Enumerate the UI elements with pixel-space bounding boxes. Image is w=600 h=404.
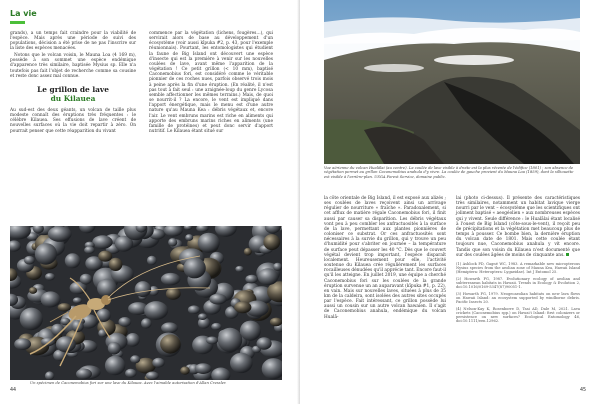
lava-pebble bbox=[45, 371, 54, 380]
lava-pebble bbox=[109, 258, 123, 271]
lava-pebble bbox=[45, 273, 55, 280]
lava-pebble bbox=[245, 275, 257, 284]
right-column-1 bbox=[324, 196, 446, 321]
lava-pebble bbox=[234, 301, 251, 313]
lava-pebble bbox=[230, 353, 253, 373]
lava-pebble bbox=[180, 367, 190, 375]
lava-pebble bbox=[125, 369, 136, 378]
lava-pebble bbox=[146, 372, 159, 380]
lava-pebble bbox=[195, 363, 212, 374]
lava-pebble bbox=[41, 291, 61, 307]
lava-pebble bbox=[188, 305, 200, 314]
cricket-photo-image bbox=[10, 226, 282, 380]
subheading bbox=[10, 85, 136, 103]
lava-pebble bbox=[92, 235, 112, 249]
lava-pebble bbox=[147, 256, 157, 265]
paragraph: Au sud-est des deux géants, un volcan de taille plus modeste connaît des éruptions très fréquentes : le célèbre Kilauea. Ses effusions de lave créent de nouvelles surfaces où la vie doit repartir à zéro. On pourrait penser que cette réapparition du vivant bbox=[10, 107, 136, 134]
lava-pebble bbox=[257, 337, 272, 349]
reference: (3) Howarth FG, 1979. Neogeoaeolian habitats on new lava flows on Hawaii Island: an ecosystem supported by windborne debris. Pacific Insects 20. bbox=[456, 291, 580, 305]
lava-pebble bbox=[270, 318, 282, 327]
photo-caption: Vue aérienne du volcan Hualālai (au centre). La coulée de lave visible à droite est la plus récente de l'édifice (1801) ; son absence de végétation permet au grillon Caconemobius anahula d'y vivre. La coulée de gauche provient du Mauna Loa (1859), dont la silhouette est visible à l'arrière-plan. USGA Forest Service, domaine public. bbox=[324, 166, 574, 179]
lava-pebble bbox=[263, 234, 280, 250]
lava-pebble bbox=[152, 358, 164, 368]
lava-pebble bbox=[185, 234, 193, 241]
left-column-2 bbox=[149, 31, 273, 136]
lava-pebble bbox=[218, 328, 243, 352]
paragraph: la côte orientale de Big Island, il est exposé aux alizés ; ses coulées de laves reçoivent ainsi un arrivage régulier de nourriture « fraîche ». Paradoxalement, si cet afflux de matière régale Caconemobius fori, il finit aussi par causer sa disparition. Les débris végétaux vont peu à peu combler les anfractuosités à la surface de la lave, permettant aux plantes pionnières de coloniser ce substrat. Or ces anfractuosités sont nécessaires à la survie du grillon, qui y trouve un peu d'humidité pour s'abriter en journée – la température de surface peut dépasser les 40 °C. Dès que le couvert végétal devient trop important, l'espèce disparaît localement. Heureusement pour elle, l'activité soutenue du Kilauea crée régulièrement les surfaces rocailleuses dénudées qu'il apprécie tant. Encore faut-il qu'il les atteigne. En juillet 2019, une équipe a cherché Caconemobius fori sur les coulées de la grande éruption survenue un an auparavant (kīpuka #1, p. 22), en vain. Mais sur nouvelles laves, situées à plus de 35 km de la caldeira, sont isolées des autres sites occupés par l'espèce. Fait intéressant, ce grillon possède lui aussi un cousin sur un autre volcan hawaïen. Il s'agit de Caconemobius anahula, endémique du volcan Hualā- bbox=[324, 196, 446, 320]
reference: (4) Nelson-Kay K, Rosenborre D, Tsai AD, Dale M, 2021. Lava crickets (Caconemobius spp.) on Hawai'i Island: first colonizers or persistence on new surfaces? Ecological Entomology 46, doi:10.1111/een.12962. bbox=[456, 306, 580, 324]
lava-pebble bbox=[160, 334, 181, 353]
paragraph: Notons que le volcan voisin, le Mauna Loa (4 169 m), possède à son sommet une espèce endémique d'apparence très similaire, baptisée Mysius sp. Elle n'a toutefois pas fait l'objet de recherche comme sa cousine et reste donc assez mal connue. bbox=[10, 53, 136, 79]
paragraph-text: lai (photo ci-dessus). Il présente des caractéristiques très similaires, notamment un habitat lavique vierge nourri par le vent – écosystème que les scientifiques ont joliment baptisé « aeogéolien » aux nombreuses espèces qui y vivent. Seule différence : le Hualālai étant localisé à l'ouest de Big Island (côte-sous-le-vent), il reçoit peu de précipitations et la végétation met beaucoup plus de temps à pousser. Ce bombe bien, la dernière éruption du volcan date de 1801. Mais cette coulée étant toujours nue, Caconemobius anahula y vit encore. Tandis que son voisin du Kilauea n'est documenté que sur des coulées âgées de moins de cinquante ans. bbox=[456, 196, 580, 258]
photo-caption: Un spécimen de Caconemobius fori sur une lave du Kilauea. Avec l'aimable autorisation d'Allan Cressler. bbox=[30, 381, 227, 385]
paragraph bbox=[456, 196, 580, 258]
left-column-1 bbox=[10, 31, 136, 135]
subheading-line-2: du Kilauea bbox=[50, 93, 96, 103]
right-column-2 bbox=[456, 196, 580, 326]
lava-pebble bbox=[273, 263, 282, 271]
lava-pebble bbox=[76, 369, 92, 380]
aerial-photo-image bbox=[324, 0, 580, 164]
lava-pebble bbox=[119, 317, 132, 327]
lava-pebble bbox=[235, 266, 243, 272]
section-rule bbox=[10, 21, 25, 24]
lava-pebble bbox=[168, 238, 177, 246]
lava-pebble bbox=[58, 303, 72, 311]
lava-pebble bbox=[209, 294, 226, 305]
lava-pebble bbox=[108, 342, 121, 354]
lava-pebble bbox=[73, 297, 82, 303]
lava-pebble bbox=[24, 256, 35, 265]
lava-pebble bbox=[141, 318, 152, 328]
reference: (2) Howarth FG, 1987. Evolutionary ecology of aeolian and subterranean habitats in Hawaii. Trends in Ecology & Evolution 2, doi:10.1016/0169-5347(87)90051-1. bbox=[456, 276, 580, 290]
page-number: 45 bbox=[580, 388, 587, 393]
lava-pebble bbox=[130, 355, 140, 363]
lava-pebble bbox=[240, 321, 261, 341]
lava-pebble bbox=[29, 287, 37, 294]
lava-pebble bbox=[105, 356, 125, 375]
lava-pebble bbox=[65, 253, 81, 268]
subheading-line-1: Le grillon de lave bbox=[37, 84, 109, 94]
reference: (1) Ashlock PD, Gagné WC, 1983. A remarkable new micropterous Nysius species from the aeolian zone of Mauna Kea, Hawaii Island (Hemiptera: Heteroptera: Lygaeidae). Int J Entomol 25. bbox=[456, 261, 580, 275]
lava-pebble bbox=[14, 338, 31, 350]
end-mark-icon bbox=[566, 253, 569, 256]
lava-pebble bbox=[48, 226, 72, 242]
paragraph: commence par la végétation (lichens, fougères…), qui servirait alors de base au développement d'un écosystème (voir aussi kīpuka #2, p. 43, pour l'exemple réunionnais). Pourtant, les entomologistes qui étudient la faune de Big Island ont découvert une espèce d'insecte qui est la première à venir sur les nouvelles coulées de lave, avant même l'apparition de la végétation ! Ce petit grillon (< 10 mm), baptisé Caconemobius fori, est considéré comme le véritable pionnier de ces roches nues, parfois observé trois mois à peine après la fin d'une éruption. (En réalité, il n'est pas tout à fait seul : une araignée-loup du genre Lycosa semble affectionner les mêmes terrains.) Mais, de quoi se nourrit-il ? La encore, le vent est impliqué dans l'apport énergétique, mais le menu est d'une autre nature qu'au Mauna Kea : débris végétaux et, encore l'air. Le vent embruns marins est riche en aliments qui apporte des embruns marins riches en aliments (une famille de protéines) et peut donc servir d'apport nutritif. Le Kilauea étant situé sur bbox=[149, 31, 273, 134]
lava-pebble bbox=[161, 322, 178, 333]
lava-pebble bbox=[198, 313, 207, 320]
aerial-photo bbox=[324, 0, 580, 164]
lava-pebble bbox=[97, 279, 117, 298]
lava-pebble bbox=[80, 274, 92, 285]
lava-pebble bbox=[258, 268, 279, 285]
lava-pebble bbox=[72, 320, 84, 332]
lava-pebble bbox=[183, 258, 205, 279]
lava-pebble bbox=[198, 233, 220, 253]
lava-pebble bbox=[144, 301, 168, 320]
lava-pebble bbox=[135, 281, 151, 297]
lava-pebble bbox=[211, 323, 221, 330]
right-page bbox=[300, 0, 600, 404]
lava-pebble bbox=[206, 337, 218, 345]
lava-pebble bbox=[20, 308, 43, 331]
lava-pebble bbox=[98, 251, 112, 262]
lava-pebble bbox=[166, 288, 181, 300]
page-number: 44 bbox=[10, 388, 17, 393]
cricket-photo bbox=[10, 226, 282, 380]
paragraph: grands), a un temps fait craindre pour la viabilité de l'espèce. Mais après une période de suivi des populations, décision a été prise de ne pas l'inscrire sur la liste des espèces menacées. bbox=[10, 31, 136, 52]
references bbox=[456, 262, 580, 324]
lava-pebble bbox=[84, 246, 95, 254]
lava-pebble bbox=[126, 333, 140, 347]
lava-pebble bbox=[35, 243, 57, 265]
lava-pebble bbox=[161, 273, 180, 285]
section-title: La vie bbox=[10, 9, 37, 18]
